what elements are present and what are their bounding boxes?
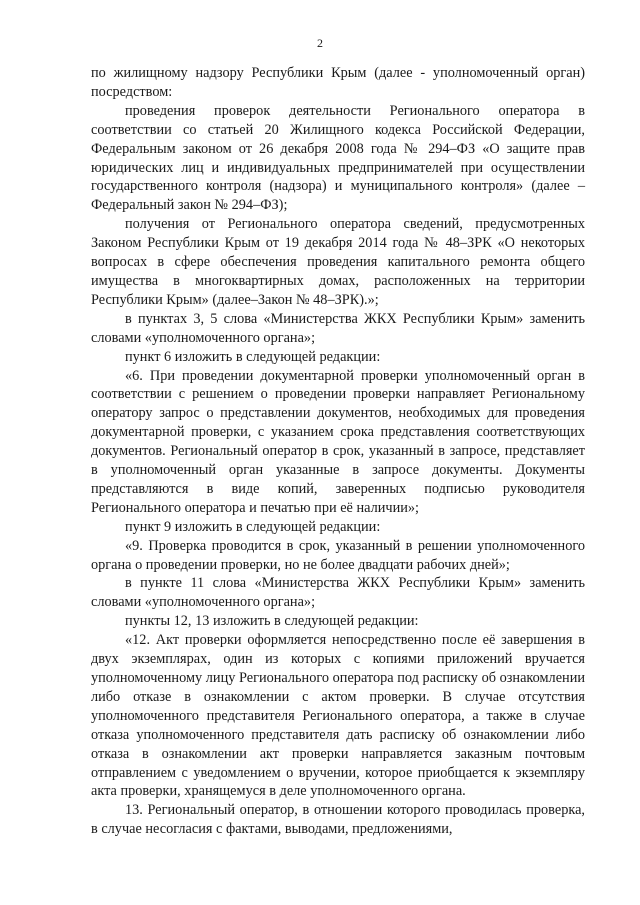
page-number: 2 <box>317 36 323 50</box>
paragraph-item-6-text: «6. При проведении документарной проверки уполномоченный орган в соответствии с решением о проведении проверки направляет Региональному оператору запрос о представлении документов, необходимых для проведения документарной проверки, с указанием срока представления соответствующих документов. Региональный оператор в срок, указанный в запросе, представляет в уполномоченный орган указанные в запросе документы. Документы представляются в виде копий, заверенных подписью руководителя Регионального оператора и печатью при её наличии»; <box>91 367 585 516</box>
paragraph-item-12-text: «12. Акт проверки оформляется непосредственно после её завершения в двух экземплярах, один из которых с копиями приложений вручается уполномоченному лицу Регионального оператора под расписку об ознакомлении либо отказе в ознакомлении с актом проверки. В случае отсутствия уполномоченного представителя Регионального оператора, а также в случае отказа уполномоченного представителя дать расписку об ознакомлении либо отказа в ознакомлении акт проверки направляется заказным почтовым отправлением с уведомлением о вручении, которое приобщается к экземпляру акта проверки, хранящемуся в деле уполномоченного органа. <box>91 632 585 800</box>
paragraph-item-11: в пункте 11 слова «Министерства ЖКХ Республики Крым» заменить словами «уполномоченного органа»; <box>91 575 585 611</box>
document-body <box>91 64 585 839</box>
paragraph-inspections: проведения проверок деятельности Регионального оператора в соответствии со статьей 20 Жилищного кодекса Российской Федерации, Федеральным законом от 26 декабря 2008 года № 294–ФЗ «О защите прав юридических лиц и индивидуальных предпринимателей при осуществлении государственного контроля (надзора) и муниципального контроля» (далее – Федеральный закон № 294–ФЗ); <box>91 102 585 214</box>
paragraph-item-9-heading: пункт 9 изложить в следующей редакции: <box>125 518 381 535</box>
paragraph-item-9-text: «9. Проверка проводится в срок, указанный в решении уполномоченного органа о проведении проверки, но не более двадцати рабочих дней»; <box>91 537 585 573</box>
paragraph-item-13-text: 13. Региональный оператор, в отношении которого проводилась проверка, в случае несогласия с фактами, выводами, предложениями, <box>91 802 585 838</box>
paragraph-information: получения от Регионального оператора сведений, предусмотренных Законом Республики Крым от 19 декабря 2014 года № 48–ЗРК «О некоторых вопросах в сфере обеспечения проведения капитального ремонта общего имущества в многоквартирных домах, расположенных на территории Республики Крым» (далее–Закон № 48–ЗРК).»; <box>91 216 585 308</box>
paragraph-items-3-5: в пунктах 3, 5 слова «Министерства ЖКХ Республики Крым» заменить словами «уполномоченного органа»; <box>91 310 585 346</box>
paragraph-items-12-13-heading: пункты 12, 13 изложить в следующей редакции: <box>125 613 419 630</box>
paragraph-item-6-heading: пункт 6 изложить в следующей редакции: <box>125 348 381 365</box>
paragraph-supervision-intro: по жилищному надзору Республики Крым (далее - уполномоченный орган) посредством: <box>91 65 585 100</box>
